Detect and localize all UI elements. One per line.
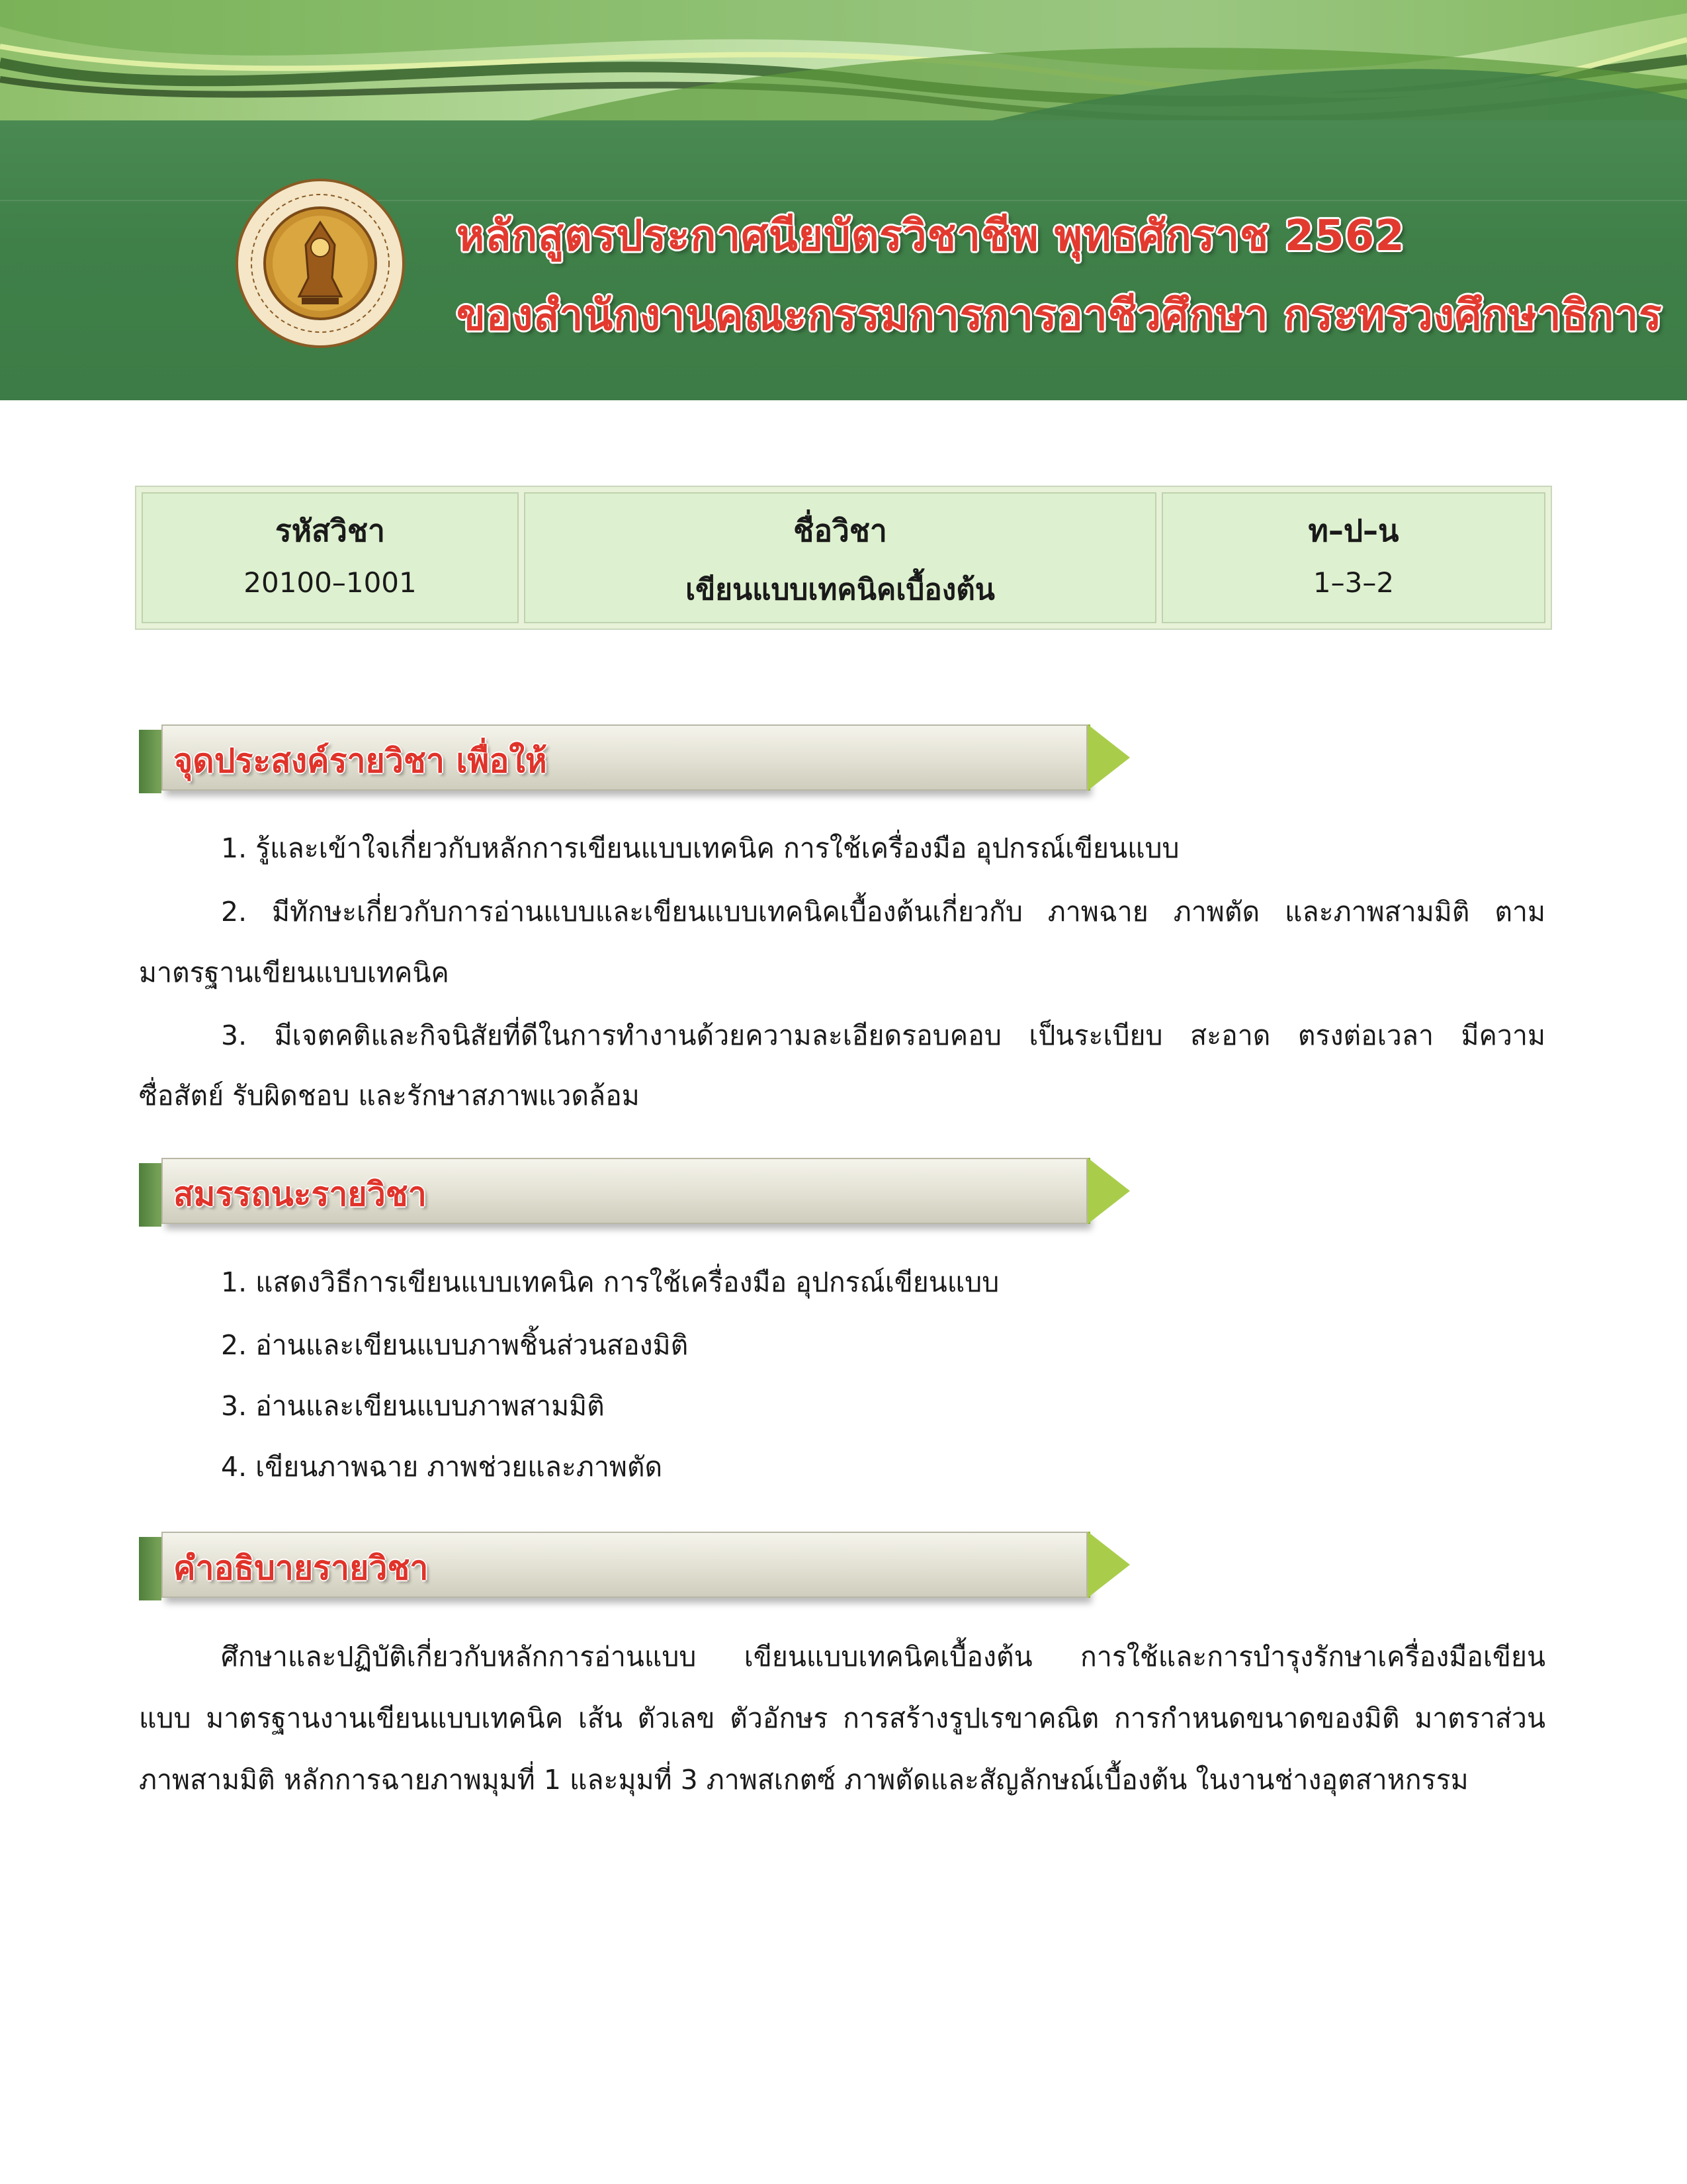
objective-line: ซื่อสัตย์ รับผิดชอบ และรักษาสภาพแวดล้อม bbox=[139, 1080, 640, 1112]
competency-item: 4. เขียนภาพฉาย ภาพช่วยและภาพตัด bbox=[221, 1451, 663, 1483]
course-name-header: ชื่อวิชา bbox=[793, 513, 887, 548]
course-code-cell bbox=[142, 492, 519, 623]
banner-arrow-icon bbox=[1088, 724, 1130, 791]
objectives-banner bbox=[139, 724, 999, 799]
objective-line: 3. มีเจตคติและกิจนิสัยที่ดีในการทำงานด้วยความละเอียดรอบคอบ เป็นระเบียบ สะอาด ตรงต่อเวลา มีความ bbox=[221, 1020, 1545, 1051]
description-line: แบบ มาตรฐานงานเขียนแบบเทคนิค เส้น ตัวเลข ตัวอักษร การสร้างรูปเรขาคณิต การกำหนดขนาดของมิติ มาตราส่วน bbox=[139, 1702, 1545, 1734]
competency-item: 3. อ่านและเขียนแบบภาพสามมิติ bbox=[221, 1390, 605, 1422]
banner-arrow-icon bbox=[1088, 1532, 1130, 1598]
competency-item: 2. อ่านและเขียนแบบภาพชิ้นส่วนสองมิติ bbox=[221, 1329, 689, 1361]
objectives-heading: จุดประสงค์รายวิชา เพื่อให้ bbox=[173, 742, 547, 780]
course-credit-value: 1–3–2 bbox=[1313, 566, 1395, 599]
course-credit-header: ท–ป–น bbox=[1308, 513, 1399, 548]
competencies-banner bbox=[139, 1158, 999, 1232]
header-title-line1: หลักสูตรประกาศนียบัตรวิชาชีพ พุทธศักราช 2562 bbox=[456, 212, 1405, 261]
vocational-commission-seal bbox=[236, 179, 405, 348]
course-name-value: เขียนแบบเทคนิคเบื้องต้น bbox=[685, 573, 995, 607]
competencies-heading: สมรรถนะรายวิชา bbox=[173, 1175, 427, 1213]
course-info-table bbox=[135, 486, 1552, 630]
banner-accent bbox=[139, 730, 161, 793]
banner-accent bbox=[139, 1537, 161, 1600]
objective-line: 1. รู้และเข้าใจเกี่ยวกับหลักการเขียนแบบเทคนิค การใช้เครื่องมือ อุปกรณ์เขียนแบบ bbox=[221, 832, 1180, 864]
course-name-cell bbox=[524, 492, 1156, 623]
banner-accent bbox=[139, 1163, 161, 1227]
course-credit-cell bbox=[1162, 492, 1545, 623]
description-line: ภาพสามมิติ หลักการฉายภาพมุมที่ 1 และมุมที่ 3 ภาพสเกตซ์ ภาพตัดและสัญลักษณ์เบื้องต้น ในงานช่างอุตสาหกรรม bbox=[139, 1764, 1469, 1796]
header-wave-decoration bbox=[0, 0, 1687, 120]
banner-arrow-icon bbox=[1088, 1158, 1130, 1224]
competency-item: 1. แสดงวิธีการเขียนแบบเทคนิค การใช้เครื่องมือ อุปกรณ์เขียนแบบ bbox=[221, 1266, 1000, 1298]
objective-line: มาตรฐานเขียนแบบเทคนิค bbox=[139, 957, 449, 988]
header-title-line2: ของสำนักงานคณะกรรมการการอาชีวศึกษา กระทรวงศึกษาธิการ bbox=[456, 291, 1663, 340]
course-code-value: 20100–1001 bbox=[243, 566, 417, 599]
description-heading: คำอธิบายรายวิชา bbox=[173, 1549, 429, 1587]
course-code-header: รหัสวิชา bbox=[275, 513, 385, 548]
description-banner bbox=[139, 1532, 999, 1606]
objective-line: 2. มีทักษะเกี่ยวกับการอ่านแบบและเขียนแบบเทคนิคเบื้องต้นเกี่ยวกับ ภาพฉาย ภาพตัด และภาพสามมิติ ตาม bbox=[221, 896, 1545, 928]
description-line: ศึกษาและปฏิบัติเกี่ยวกับหลักการอ่านแบบ เขียนแบบเทคนิคเบื้องต้น การใช้และการบำรุงรักษาเครื่องมือเขียน bbox=[221, 1641, 1545, 1673]
